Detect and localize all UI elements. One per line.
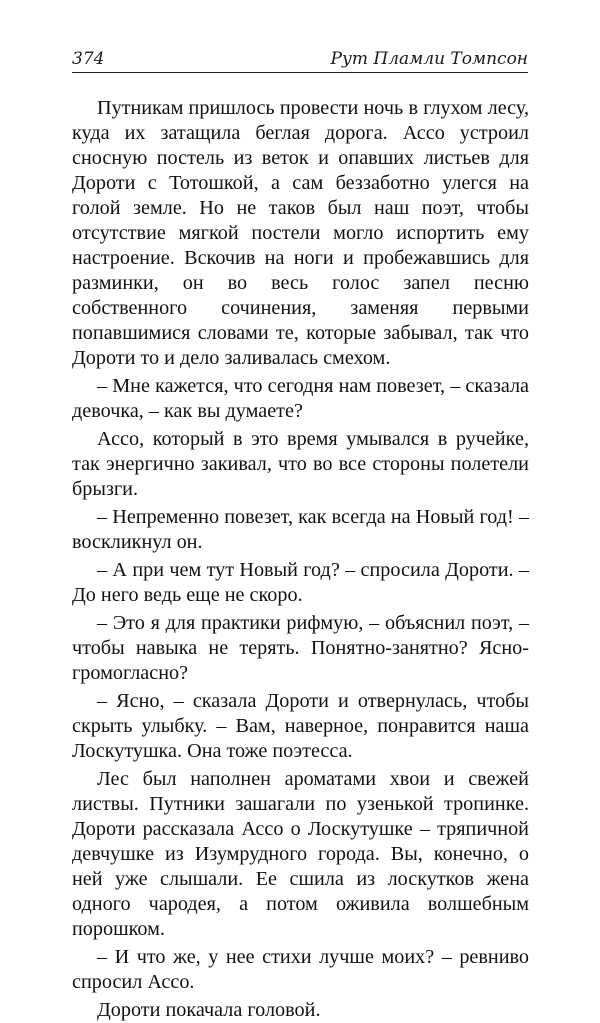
paragraph: Дороти покачала головой. [97,999,321,1021]
paragraph: – Мне кажется, что сегодня нам повезет, – сказала девочка, – как вы думаете? [72,375,529,422]
running-head: Рут Пламли Томпсон [330,49,528,69]
body-text [72,96,529,1023]
paragraph: – И что же, у нее стихи лучше моих? – ревниво спросил Ассо. [72,946,529,993]
paragraph: – Непременно повезет, как всегда на Новый год! – воскликнул он. [72,506,529,553]
page-header [72,46,528,72]
paragraph: Путникам пришлось провести ночь в глухом лесу, куда их затащила беглая дорога. Ассо устроил сносную постель из веток и опавших листьев для Дороти с Тотошкой, а сам беззаботно улегся на голой земле. Но не таков был наш поэт, чтобы отсутствие мягкой постели могло испортить ему настроение. Вскочив на ноги и пробежавшись для разминки, он во весь голос запел песню собственного сочинения, заменяя первыми попавшимися словами те, которые забывал, так что Дороти то и дело заливалась смехом. [72,97,529,369]
paragraph: – Ясно, – сказала Дороти и отвернулась, чтобы скрыть улыбку. – Вам, наверное, понравится наша Лоскутушка. Она тоже поэтесса. [72,690,529,762]
paragraph: Ассо, который в это время умывался в ручейке, так энергично закивал, что во все стороны полетели брызги. [72,428,529,500]
paragraph: – А при чем тут Новый год? – спросила Дороти. – До него ведь еще не скоро. [72,559,529,606]
header-rule [72,72,528,73]
page-number: 374 [72,49,105,69]
paragraph: Лес был наполнен ароматами хвои и свежей листвы. Путники зашагали по узенькой тропинке. Дороти рассказала Ассо о Лоскутушке – тряпичной девчушке из Изумрудного города. Вы, конечно, о ней уже слышали. Ее сшила из лоскутков жена одного чародея, а потом оживила волшебным порошком. [72,768,529,940]
paragraph: – Это я для практики рифмую, – объяснил поэт, – чтобы навыка не терять. Понятно-занятно? Ясно-громогласно? [72,612,529,684]
